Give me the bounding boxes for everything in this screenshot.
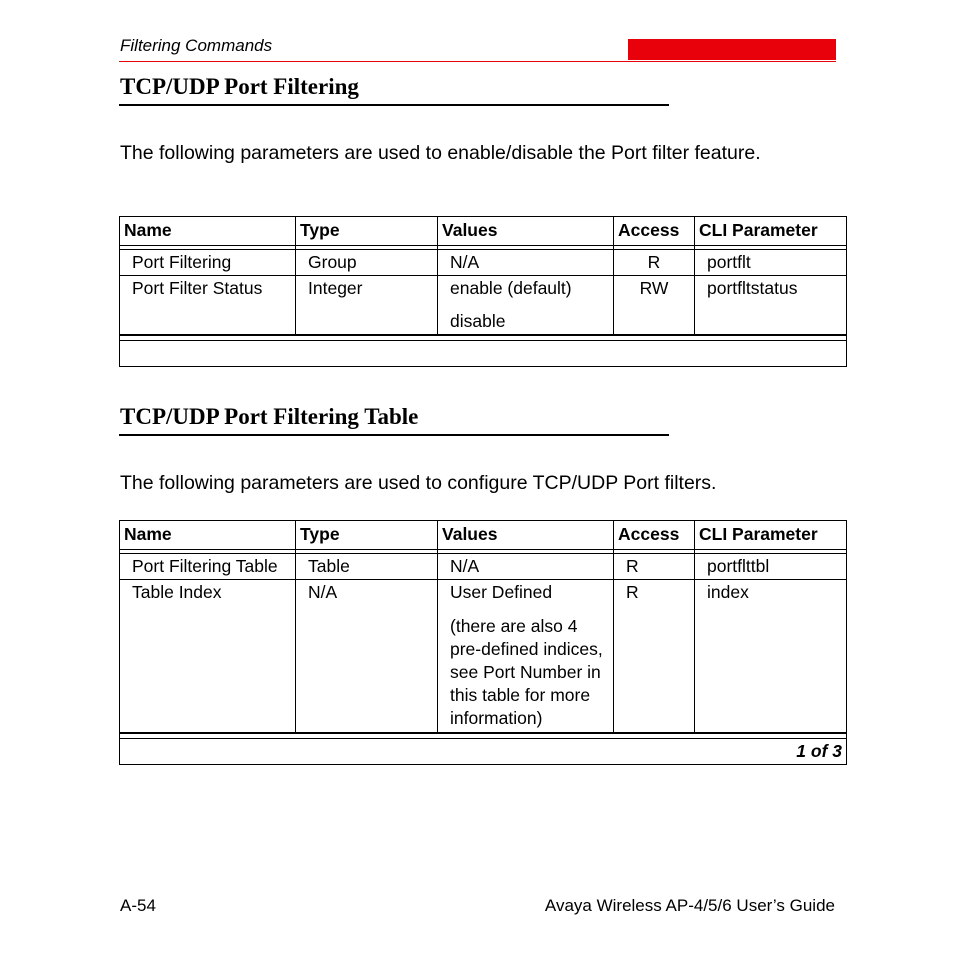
cell-name: Table Index [120, 580, 296, 734]
header-accent-bar [628, 39, 836, 60]
guide-title: Avaya Wireless AP-4/5/6 User’s Guide [544, 896, 835, 915]
column-header-name: Name [120, 217, 296, 246]
section-rule [119, 104, 669, 106]
column-header-values: Values [438, 217, 614, 246]
cell-access: RW [614, 276, 695, 336]
cell-name: Port Filtering Table [120, 554, 296, 580]
section-title-port-filtering-table: TCP/UDP Port Filtering Table [120, 404, 419, 429]
column-header-type: Type [296, 521, 438, 550]
column-header-access: Access [614, 217, 695, 246]
column-header-name: Name [120, 521, 296, 550]
parameter-table-port-filtering-table [119, 520, 847, 765]
column-header-access: Access [614, 521, 695, 550]
table-header-row [120, 217, 847, 246]
cell-values [438, 276, 614, 336]
parameter-table-port-filtering [119, 216, 847, 367]
cell-access: R [614, 580, 695, 734]
value-line: User Defined [450, 582, 553, 602]
value-line: (there are also 4 pre-defined indices, see Port Number in this table for more information) [450, 616, 603, 728]
cell-name: Port Filter Status [120, 276, 296, 336]
cell-values: N/A [438, 554, 614, 580]
cell-values [438, 580, 614, 734]
section-rule [119, 434, 669, 436]
column-header-type: Type [296, 217, 438, 246]
cell-type: Group [296, 250, 438, 276]
column-header-cli-parameter: CLI Parameter [695, 217, 847, 246]
section-title-port-filtering: TCP/UDP Port Filtering [120, 74, 359, 99]
section-intro-paragraph: The following parameters are used to configure TCP/UDP Port filters. [120, 472, 717, 494]
cell-type: Table [296, 554, 438, 580]
value-line: disable [450, 311, 506, 331]
column-header-cli-parameter: CLI Parameter [695, 521, 847, 550]
table-header-row [120, 521, 847, 550]
cell-cli-parameter: index [695, 580, 847, 734]
page-number: A-54 [120, 896, 156, 915]
cell-values: N/A [438, 250, 614, 276]
table-footer [120, 341, 847, 367]
table-row [120, 250, 847, 276]
table-row [120, 276, 847, 336]
cell-access: R [614, 250, 695, 276]
cell-access: R [614, 554, 695, 580]
cell-type: Integer [296, 276, 438, 336]
cell-cli-parameter: portflttbl [695, 554, 847, 580]
section-intro-paragraph: The following parameters are used to enable/disable the Port filter feature. [120, 142, 761, 164]
cell-cli-parameter: portflt [695, 250, 847, 276]
header-rule [119, 61, 836, 62]
value-line: enable (default) [450, 278, 572, 298]
column-header-values: Values [438, 521, 614, 550]
running-header: Filtering Commands [120, 36, 273, 55]
cell-name: Port Filtering [120, 250, 296, 276]
table-row [120, 554, 847, 580]
cell-cli-parameter: portfltstatus [695, 276, 847, 336]
table-page-indicator: 1 of 3 [120, 739, 847, 765]
cell-type: N/A [296, 580, 438, 734]
table-row [120, 580, 847, 734]
